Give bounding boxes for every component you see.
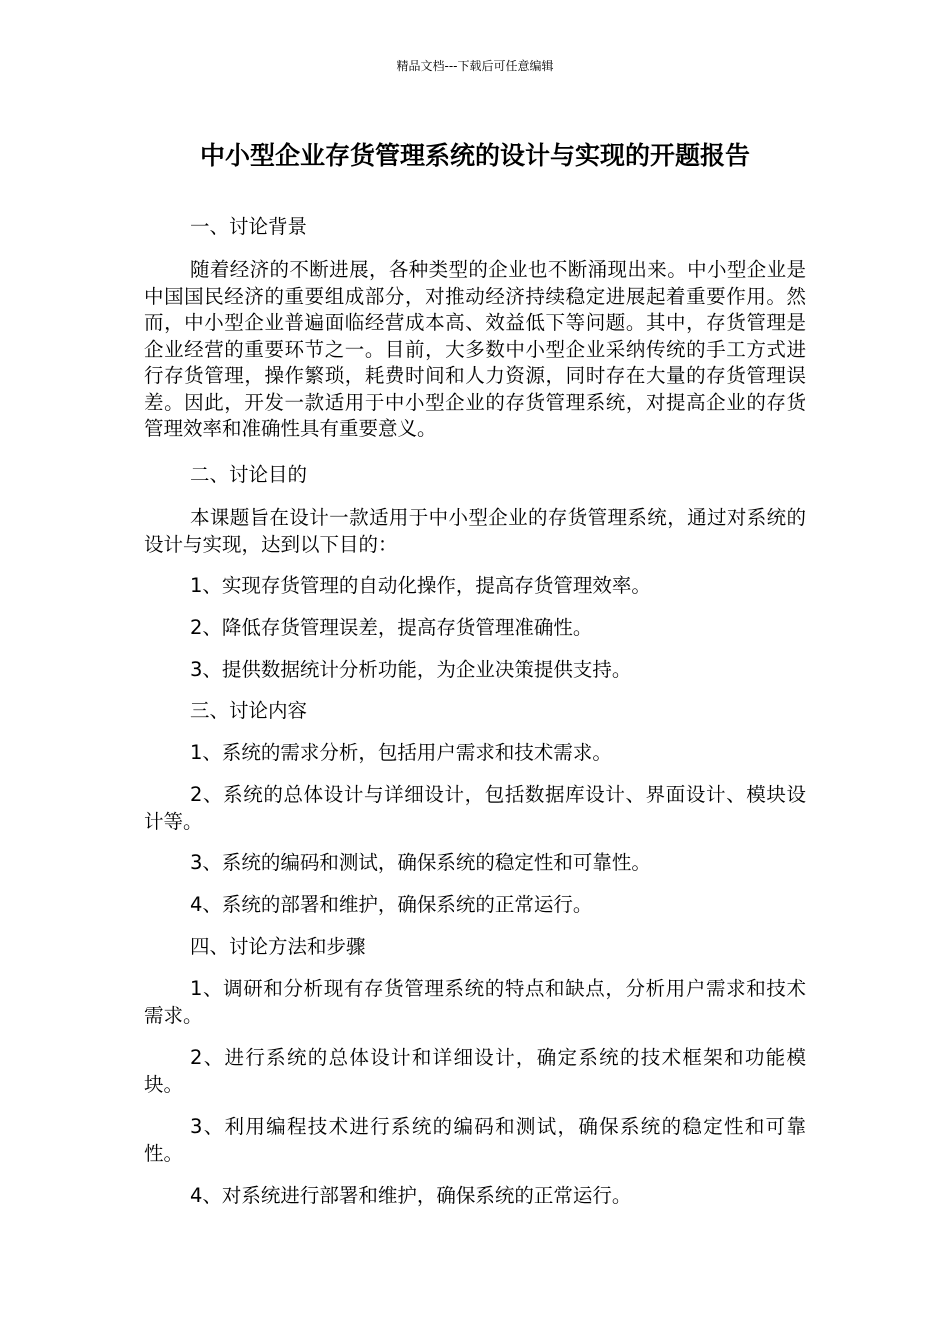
list-item-content-3: 3、系统的编码和测试，确保系统的稳定性和可靠性。 (190, 851, 651, 874)
list-item-purpose-1: 1、实现存货管理的自动化操作，提高存货管理效率。 (190, 574, 651, 597)
list-item-purpose-2: 2、降低存货管理误差，提高存货管理准确性。 (190, 616, 593, 639)
list-item-content-2: 2、系统的总体设计与详细设计，包括数据库设计、界面设计、模块设计等。 (144, 783, 806, 833)
list-item-method-1: 1、调研和分析现有存货管理系统的特点和缺点，分析用户需求和技术需求。 (144, 977, 806, 1027)
list-item-method-3: 3、利用编程技术进行系统的编码和测试，确保系统的稳定性和可靠性。 (144, 1115, 806, 1165)
section-heading-purpose: 二、讨论目的 (190, 463, 308, 486)
list-item-purpose-3: 3、提供数据统计分析功能，为企业决策提供支持。 (190, 658, 632, 681)
section-heading-content: 三、讨论内容 (190, 699, 308, 722)
section-heading-method: 四、讨论方法和步骤 (190, 935, 366, 958)
paragraph-background: 随着经济的不断进展，各种类型的企业也不断涌现出来。中小型企业是中国国民经济的重要组成部分，对推动经济持续稳定进展起着重要作用。然而，中小型企业普遍面临经营成本高、效益低下等问题。其中，存货管理是企业经营的重要环节之一。目前，大多数中小型企业采纳传统的手工方式进行存货管理，操作繁琐，耗费时间和人力资源，同时存在大量的存货管理误差。因此，开发一款适用于中小型企业的存货管理系统，对提高企业的存货管理效率和准确性具有重要意义。 (144, 258, 806, 440)
paragraph-purpose-intro: 本课题旨在设计一款适用于中小型企业的存货管理系统，通过对系统的设计与实现，达到以下目的： (144, 506, 806, 556)
section-heading-background: 一、讨论背景 (190, 215, 308, 238)
document-title: 中小型企业存货管理系统的设计与实现的开题报告 (199, 141, 750, 170)
list-item-method-2: 2、进行系统的总体设计和详细设计，确定系统的技术框架和功能模块。 (144, 1046, 806, 1096)
list-item-method-4: 4、对系统进行部署和维护，确保系统的正常运行。 (190, 1184, 632, 1207)
list-item-content-4: 4、系统的部署和维护，确保系统的正常运行。 (190, 893, 593, 916)
list-item-content-1: 1、系统的需求分析，包括用户需求和技术需求。 (190, 741, 612, 764)
page-header-note: 精品文档---下载后可任意编辑 (396, 59, 554, 73)
